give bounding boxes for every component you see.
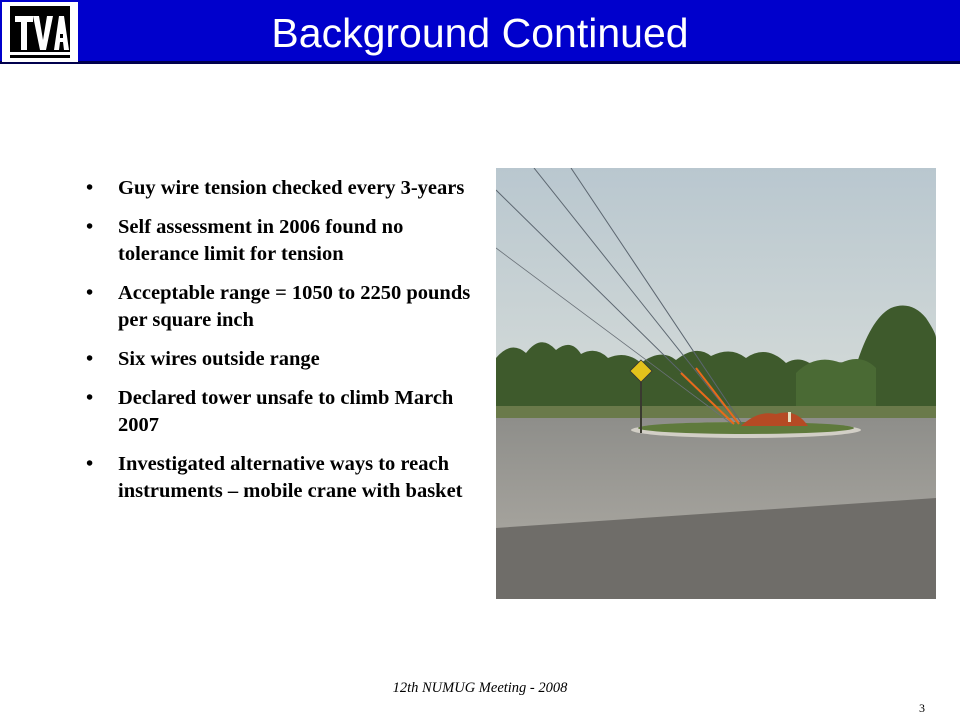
page-number: 3	[919, 701, 925, 715]
bullet-text: Investigated alternative ways to reach instruments – mobile crane with basket	[118, 453, 463, 502]
bullet-icon: •	[86, 387, 94, 409]
tva-logo-icon	[10, 6, 70, 58]
bullet-text: Self assessment in 2006 found no tolerance limit for tension	[118, 216, 404, 265]
bullet-icon: •	[86, 216, 94, 238]
bullet-item	[80, 175, 475, 202]
bullet-icon: •	[86, 282, 94, 304]
bullet-item	[80, 346, 475, 373]
bullet-item	[80, 451, 475, 505]
bullet-item	[80, 280, 475, 334]
bullet-icon: •	[86, 453, 94, 475]
bullet-list	[80, 175, 475, 517]
slide-header	[0, 0, 960, 64]
bullet-item	[80, 385, 475, 439]
bullet-text: Six wires outside range	[118, 348, 320, 370]
bullet-icon: •	[86, 177, 94, 199]
bullet-text: Acceptable range = 1050 to 2250 pounds per square inch	[118, 282, 471, 331]
bullet-text: Declared tower unsafe to climb March 2007	[118, 387, 454, 436]
site-photo-image	[496, 168, 936, 599]
bullet-text: Guy wire tension checked every 3-years	[118, 177, 465, 199]
guy-wire-site-photo	[496, 168, 936, 599]
footer-meeting-label: 12th NUMUG Meeting - 2008	[392, 680, 568, 696]
slide-title: Background Continued	[271, 10, 689, 56]
bullet-icon: •	[86, 348, 94, 370]
tva-logo	[2, 2, 78, 62]
bullet-item	[80, 214, 475, 268]
